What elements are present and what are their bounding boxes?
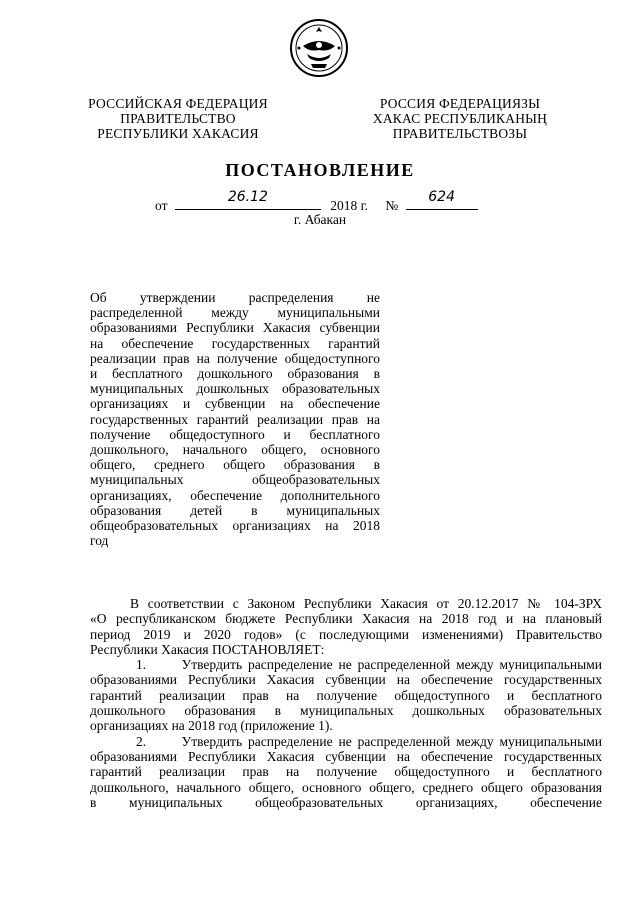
date-field bbox=[175, 189, 321, 210]
subject-line: организациях и субвенции на обеспечение bbox=[90, 396, 380, 412]
subject-line: муниципальных дошкольных образовательных bbox=[90, 381, 380, 397]
header-left-line: ПРАВИТЕЛЬСТВО bbox=[120, 111, 236, 126]
document-title: ПОСТАНОВЛЕНИЕ bbox=[225, 160, 415, 180]
body-line: 2. Утвердить распределение не распределенной между муниципальными bbox=[136, 733, 602, 749]
body-line: гарантий реализации прав на получение общедоступного и бесплатного bbox=[90, 687, 602, 703]
header-left bbox=[78, 96, 278, 141]
body-line: организациях на 2018 год (приложение 1). bbox=[90, 718, 333, 734]
year-text: 2018 г. bbox=[330, 198, 368, 213]
subject-line: получение общедоступного и бесплатного bbox=[90, 426, 380, 442]
handwritten-date: 26.12 bbox=[227, 189, 268, 205]
subject-line: образованиями Республики Хакасия субвенции bbox=[90, 320, 380, 336]
body-line: период 2019 и 2020 годов» (с последующими изменениями) Правительство bbox=[90, 626, 602, 642]
header-right bbox=[360, 96, 560, 141]
header-left-line: РЕСПУБЛИКИ ХАКАСИЯ bbox=[97, 126, 259, 141]
subject-line: образования детей в муниципальных bbox=[90, 502, 380, 518]
coat-of-arms-icon bbox=[289, 18, 349, 78]
subject-line: общеобразовательных организациях на 2018 bbox=[90, 518, 380, 534]
subject-line: организациях, обеспечение дополнительного bbox=[90, 487, 380, 503]
subject-line: реализации прав на получение общедоступного bbox=[90, 350, 380, 366]
body-text bbox=[90, 596, 602, 810]
body-line: образованиями Республики Хакасия субвенции на обеспечение государственных bbox=[90, 748, 602, 764]
header-right-line: РОССИЯ ФЕДЕРАЦИЯЗЫ bbox=[379, 96, 541, 111]
body-line: В соответствии с Законом Республики Хакасия от 20.12.2017 № 104-ЗРХ bbox=[130, 596, 602, 611]
number-field bbox=[406, 189, 478, 210]
subject-line: общего, среднего общего образования в bbox=[90, 457, 380, 473]
subject-line: Об утверждении распределения не bbox=[90, 290, 380, 305]
body-line: 1. Утвердить распределение не распределенной между муниципальными bbox=[136, 657, 602, 673]
subject-line: муниципальных общеобразовательных bbox=[90, 472, 380, 488]
subject-line: год bbox=[90, 533, 109, 549]
body-line: в муниципальных общеобразовательных организациях, обеспечение bbox=[90, 794, 602, 810]
number-label: № bbox=[385, 198, 399, 213]
subject-block bbox=[90, 290, 380, 548]
handwritten-number: 624 bbox=[428, 189, 455, 205]
subject-line: на обеспечение государственных гарантий bbox=[90, 335, 380, 351]
subject-line: дошкольного, начального общего, основного bbox=[90, 442, 380, 458]
subject-line: и бесплатного дошкольного образования в bbox=[90, 366, 380, 382]
body-line: дошкольного, начального общего, основного общего, среднего общего образования bbox=[90, 779, 602, 795]
header-left-line: РОССИЙСКАЯ ФЕДЕРАЦИЯ bbox=[88, 96, 268, 111]
body-line: образованиями Республики Хакасия субвенции на обеспечение государственных bbox=[90, 672, 602, 688]
body-line: «О республиканском бюджете Республики Хакасия на 2018 год и на плановый bbox=[90, 611, 602, 627]
body-line: гарантий реализации прав на получение общедоступного и бесплатного bbox=[90, 764, 602, 780]
subject-line: государственных гарантий реализации прав на bbox=[90, 411, 380, 427]
header-right-line: ПРАВИТЕЛЬСТВОЗЫ bbox=[392, 126, 528, 141]
city-name: г. Абакан bbox=[293, 212, 347, 227]
body-line: Республики Хакасия ПОСТАНОВЛЯЕТ: bbox=[90, 641, 325, 657]
subject-line: распределенной между муниципальными bbox=[90, 305, 380, 321]
from-label: от bbox=[155, 198, 168, 213]
header-right-line: ХАКАС РЕСПУБЛИКАНЫҢ bbox=[372, 111, 548, 126]
body-line: дошкольного образования в муниципальных дошкольных образовательных bbox=[90, 703, 602, 719]
